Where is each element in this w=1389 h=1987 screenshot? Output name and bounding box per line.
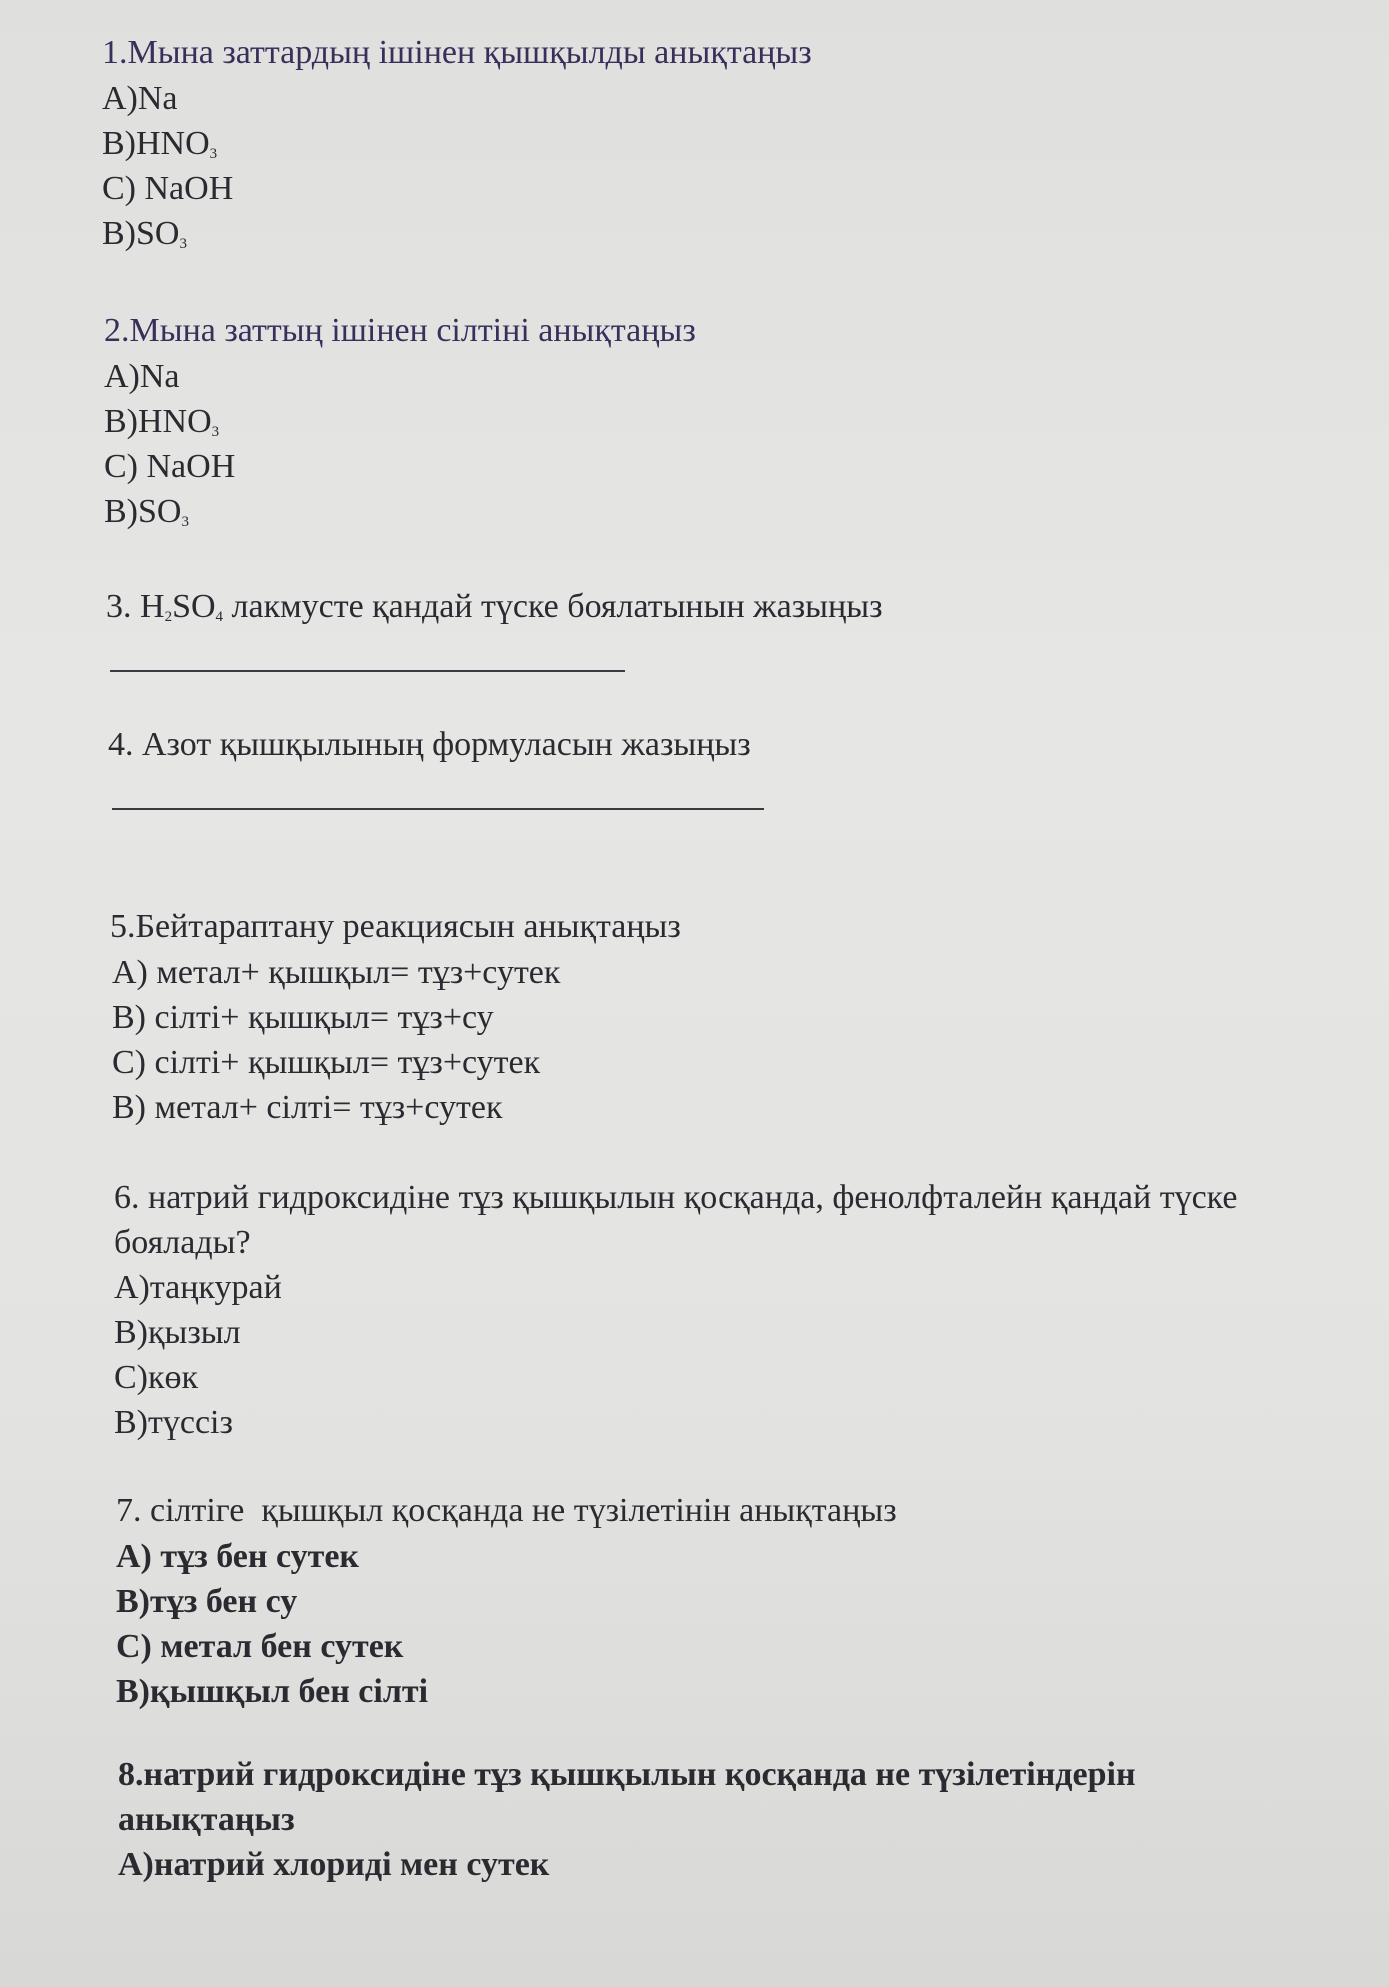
question-1-option-a: А)Na	[102, 80, 178, 117]
question-2-option-d: $В)SO_3$	[104, 493, 189, 530]
question-2-option-c: С) NaOH	[104, 448, 236, 485]
question-8	[0, 1752, 1389, 1887]
question-5-option-c: С) сілті+ қышқыл= тұз+сутек	[112, 1044, 541, 1081]
question-1	[0, 30, 1389, 256]
question-7-option-d: В)қышқыл бен сілті	[116, 1673, 429, 1710]
question-5-text: 5.Бейтараптану реакциясын анықтаңыз	[110, 908, 681, 945]
question-1-option-d: $В)SO_3$	[102, 215, 187, 252]
question-7	[0, 1488, 1389, 1714]
question-2-text: 2.Мына заттың ішінен сілтіні анықтаңыз	[104, 312, 696, 349]
question-4-text: 4. Азот қышқылының формуласын жазыңыз	[108, 726, 751, 763]
question-6-option-a: А)таңкурай	[114, 1269, 282, 1306]
question-1-option-b: $В)HNO_3$	[102, 125, 218, 162]
question-4-answer-line[interactable]	[112, 808, 764, 810]
question-6-option-c: С)көк	[114, 1359, 199, 1396]
question-7-option-a: А) тұз бен сутек	[116, 1538, 359, 1575]
question-6-option-b: В)қызыл	[114, 1314, 241, 1351]
question-8-option-a: А)натрий хлориді мен сутек	[118, 1846, 550, 1883]
question-7-text: 7. сілтіге қышқыл қосқанда не түзілетінін анықтаңыз	[116, 1492, 897, 1529]
question-6-text: 6. натрий гидроксидіне тұз қышқылын қосқанда, фенолфталейн қандай түске боялады?	[114, 1179, 1238, 1261]
question-5-option-a: А) метал+ қышқыл= тұз+сутек	[112, 954, 561, 991]
question-7-option-c: С) метал бен сутек	[116, 1628, 404, 1665]
question-6	[0, 1175, 1389, 1445]
question-2-option-a: А)Na	[104, 358, 180, 395]
question-7-option-b: В)тұз бен су	[116, 1583, 298, 1620]
question-3-answer-line[interactable]	[110, 670, 625, 672]
question-4	[0, 722, 1389, 768]
question-3	[0, 584, 1389, 630]
question-2	[0, 308, 1389, 534]
question-6-option-d: В)түссіз	[114, 1404, 233, 1441]
question-5-option-d: В) метал+ сілті= тұз+сутек	[112, 1089, 503, 1126]
question-1-option-c: С) NaOH	[102, 170, 234, 207]
question-2-option-b: $В)HNO_3$	[104, 403, 220, 440]
question-1-text: 1.Мына заттардың ішінен қышқылды анықтаңыз	[102, 34, 812, 71]
question-5	[0, 904, 1389, 1130]
question-3-text: 3. $H_2SO_4$ лакмусте қандай түске боялатынын жазыңыз	[106, 588, 883, 625]
question-5-option-b: В) сілті+ қышқыл= тұз+су	[112, 999, 494, 1036]
question-8-text: 8.натрий гидроксидіне тұз қышқылын қосқанда не түзілетіндерін анықтаңыз	[118, 1756, 1136, 1838]
